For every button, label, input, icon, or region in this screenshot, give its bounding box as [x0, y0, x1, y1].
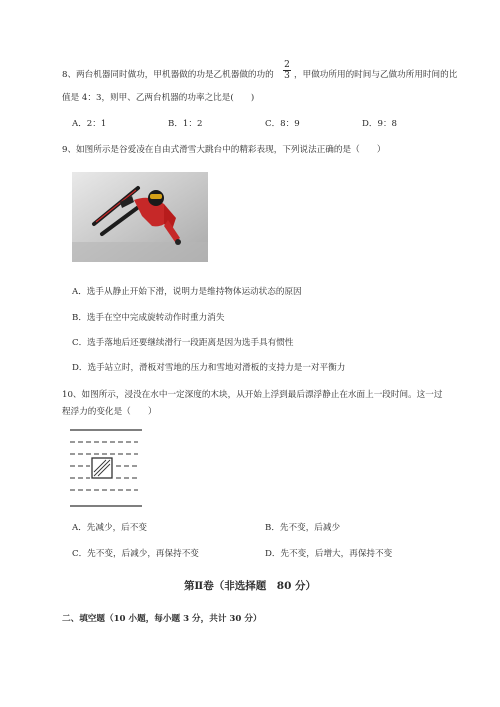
section-2-title: 第Ⅱ卷（非选择题 80 分） — [183, 580, 317, 592]
q10-option-a: A．先减少，后不变 — [72, 523, 147, 533]
q8-stem-line1-a: 8、两台机器同时做功，甲机器做的功是乙机器做的功的 — [62, 70, 274, 80]
skier-photo-illustration — [72, 172, 208, 262]
q8-option-d: D．9：8 — [362, 119, 398, 129]
q8-fraction — [282, 60, 292, 81]
q8-stem-line1-b: ，甲做功所用的时间与乙做功所用时间的比 — [294, 70, 458, 80]
q10-stem-line2: 程浮力的变化是（ ） — [62, 407, 157, 417]
q10-option-d: D．先不变，后增大，再保持不变 — [265, 549, 393, 559]
wood-block-icon — [92, 458, 112, 478]
water-tank-illustration — [68, 426, 146, 510]
q10-stem-line1: 10、如图所示，浸没在水中一定深度的木块，从开始上浮到最后漂浮静止在水面上一段时间。这一过 — [62, 390, 443, 400]
q9-skier-photo — [72, 172, 208, 262]
q8-option-a: A．2：1 — [72, 119, 107, 129]
q10-water-diagram — [68, 426, 146, 510]
q8-option-c: C．8：9 — [265, 119, 300, 129]
q10-option-b: B．先不变，后减少 — [265, 523, 341, 533]
q10-option-c: C．先不变，后减少，再保持不变 — [72, 549, 199, 559]
q9-option-d: D．选手站立时，滑板对雪地的压力和雪地对滑板的支持力是一对平衡力 — [72, 363, 346, 373]
q9-option-c: C．选手落地后还要继续滑行一段距离是因为选手具有惯性 — [72, 338, 294, 348]
q8-option-b: B．1：2 — [168, 119, 203, 129]
q8-stem-line2: 值是 4：3，则甲、乙两台机器的功率之比是( ) — [62, 93, 255, 103]
section-2-subtitle: 二、填空题（10 小题，每小题 3 分，共计 30 分） — [62, 614, 262, 624]
q9-option-a: A．选手从静止开始下滑，说明力是维持物体运动状态的原因 — [72, 287, 302, 297]
q9-stem: 9、如图所示是谷爱凌在自由式滑雪大跳台中的精彩表现，下列说法正确的是（ ） — [62, 145, 386, 155]
q8-fraction-numerator: 2 — [284, 60, 290, 70]
q8-fraction-denominator: 3 — [284, 71, 290, 81]
q9-option-b: B．选手在空中完成旋转动作时重力消失 — [72, 313, 225, 323]
